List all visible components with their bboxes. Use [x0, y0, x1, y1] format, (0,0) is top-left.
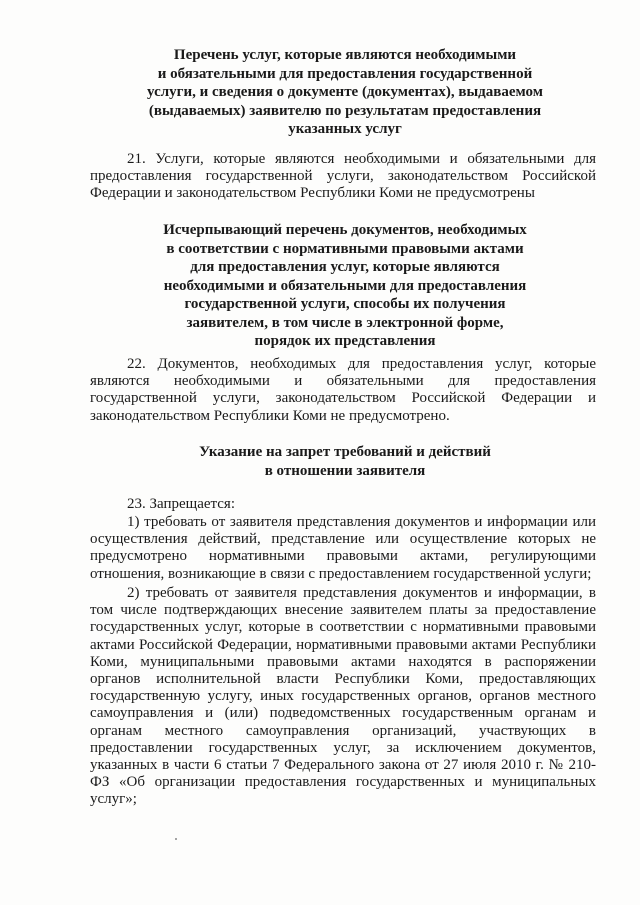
- section-heading-services-list: Перечень услуг, которые являются необходимыми и обязательными для предоставления государственной услуги, и сведения о документе (документах), выдаваемом (выдаваемых) заявителю по результатам предоставления указанных услуг: [147, 47, 543, 137]
- section-heading-documents-list: Исчерпывающий перечень документов, необходимых в соответствии с нормативными правовыми актами для предоставления услуг, которые являются необходимыми и обязательными для предоставления государственной услуги, способы их получения заявителем, в том числе в электронной форме, порядок их представления: [163, 222, 527, 349]
- list-item-2: 2) требовать от заявителя представления документов и информации, в том числе подтверждающих внесение заявителем платы за предоставление государственных услуг, которые в соответствии с нормативными правовыми актами Российской Федерации, нормативными правовыми актами Республики Коми, муниципальными правовыми актами находятся в распоряжении органов исполнительной власти Республики Коми, предоставляющих государственную услугу, иных государственных органов, органов местного самоуправления и (или) подведомственных государственным органам и органам местного самоуправления организаций, участвующих в предоставлении государственных услуг, за исключением документов, указанных в части 6 статьи 7 Федерального закона от 27 июля 2010 г. № 210-ФЗ «Об организации предоставления государственных и муниципальных услуг»;: [90, 585, 596, 808]
- list-item-1: 1) требовать от заявителя представления документов и информации или осуществления действий, представление или осуществление которых не предусмотрено нормативными правовыми актами, регулирующими отношения, возникающие в связи с предоставлением государственной услуги;: [90, 514, 596, 582]
- scan-speck: [175, 838, 177, 840]
- paragraph-21: 21. Услуги, которые являются необходимыми и обязательными для предоставления государственной услуги, законодательством Российской Федерации и законодательством Республики Коми не предусмотрены: [90, 151, 596, 202]
- section-heading-prohibitions: Указание на запрет требований и действий в отношении заявителя: [199, 444, 491, 479]
- paragraph-23-intro: 23. Запрещается:: [127, 496, 235, 512]
- paragraph-22: 22. Документов, необходимых для предоставления услуг, которые являются необходимыми и обязательными для предоставления государственной услуги, законодательством Российской Федерации и законодательством Республики Коми не предусмотрено.: [90, 356, 596, 424]
